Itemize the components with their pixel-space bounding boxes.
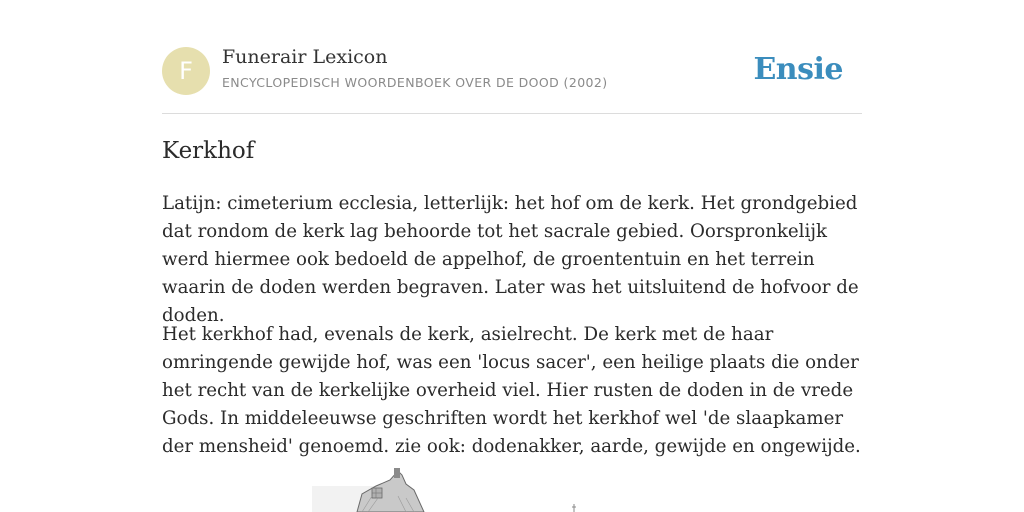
entry-paragraph-2: Het kerkhof had, evenals de kerk, asielrecht. De kerk met de haar omringende gewijde hof, was een 'locus sacer', een heilige plaats die onder het recht van de kerkelijke overheid viel. Hier rusten de doden in de vrede Gods. In middeleeuwse geschriften wordt het kerkhof wel 'de slaapkamer der mensheid' genoemd. zie ook: dodenakker, aarde, gewijde en ongewijde. bbox=[162, 324, 861, 457]
source-avatar[interactable]: F bbox=[162, 47, 210, 95]
church-sketch-icon bbox=[162, 466, 762, 512]
page-container bbox=[162, 0, 862, 457]
entry-paragraph-1: Latijn: cimeterium ecclesia, letterlijk: het hof om de kerk. Het grondgebied dat rondom de kerk lag behoorde tot het sacrale gebied. Oorspronkelijk werd hiermee ook bedoeld de appelhof, de groententuin en het terrein waarin de doden werden begraven. Later was het uitsluitend de hofvoor de doden. bbox=[162, 193, 859, 326]
source-header bbox=[162, 0, 862, 114]
church-illustration bbox=[162, 466, 762, 512]
ensie-logo[interactable]: Ensie bbox=[753, 52, 843, 87]
source-title-link[interactable]: Funerair Lexicon bbox=[222, 46, 388, 68]
source-subtitle: ENCYCLOPEDISCH WOORDENBOEK OVER DE DOOD (2002) bbox=[222, 75, 608, 90]
entry-title: Kerkhof bbox=[162, 138, 255, 164]
